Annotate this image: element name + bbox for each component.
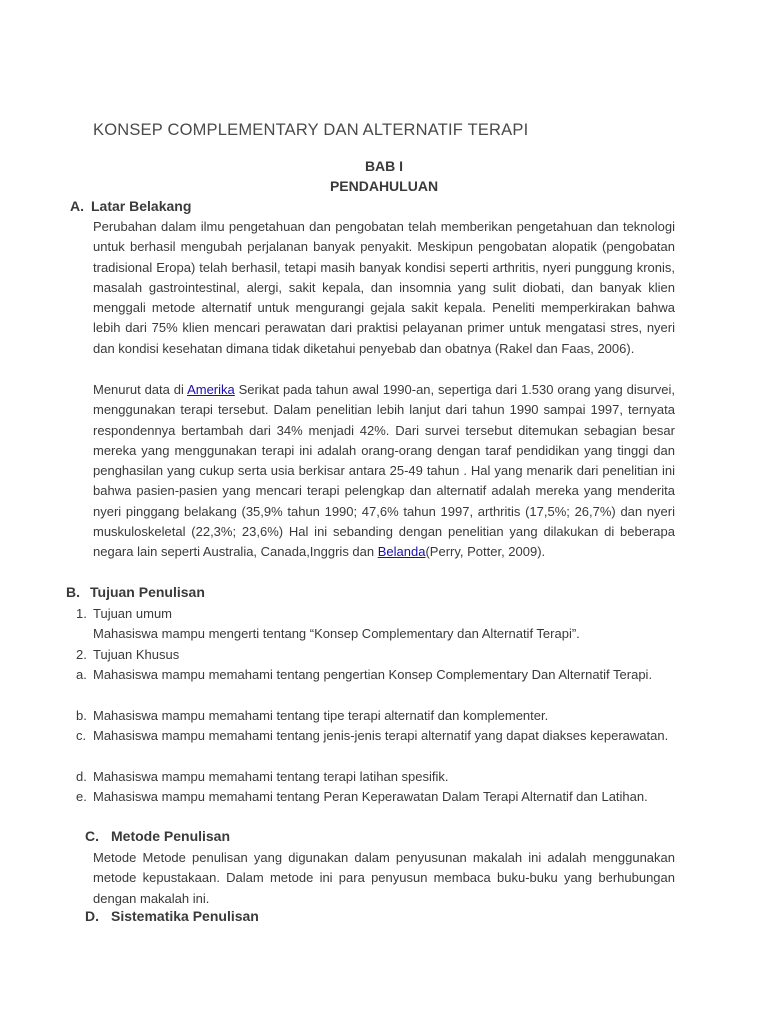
objective-general-number: 1. (76, 606, 87, 621)
amerika-link[interactable]: Amerika (187, 382, 235, 397)
paragraph-2-middle: Serikat pada tahun awal 1990-an, sepertiga dari 1.530 orang yang disurvei, menggunakan terapi tersebut. Dalam penelitian lebih lanjut dari tahun 1990 sampai 1997, ternyata respondennya bertambah dari 34% menjadi 42%. Dari survei tersebut ditemukan sebagian besar mereka yang menggunakan terapi ini adalah orang-orang dengan taraf pendidikan yang tinggi dan penghasilan yang cukup serta usia berkisar antara 25-49 tahun . Hal yang menarik dari penelitian ini bahwa pasien-pasien yang mencari terapi pelengkap dan alternatif adalah mereka yang menderita nyeri pinggang belakang (35,9% tahun 1990; 47,6% tahun 1997, arthritis (17,5%; 26,7%) dan nyeri muskuloskeletal (22,3%; 23,6%) Hal ini sebanding dengan penelitian yang dilakukan di beberapa negara lain seperti Australia, Canada,Inggris dan (93, 382, 676, 560)
list-item-text: Mahasiswa mampu memahami tentang Peran Keperawatan Dalam Terapi Alternatif dan Latihan. (93, 789, 648, 804)
list-item-text: Mahasiswa mampu memahami tentang pengertian Konsep Complementary Dan Alternatif Terapi. (93, 667, 653, 682)
objective-general (76, 604, 675, 624)
objective-specific-label: Tujuan Khusus (93, 647, 180, 662)
background-paragraph-2 (93, 380, 675, 563)
belanda-link[interactable]: Belanda (377, 544, 426, 560)
objective-general-text: Mahasiswa mampu mengerti tentang “Konsep Complementary dan Alternatif Terapi”. (93, 626, 580, 641)
section-c-marker: C. (85, 828, 99, 844)
list-item (76, 706, 675, 726)
background-paragraph-1: Perubahan dalam ilmu pengetahuan dan pengobatan telah memberikan pengetahuan dan teknologi untuk berhasil mengubah perjalanan banyak penyakit. Meskipun pengobatan alopatik (pengobatan tradisional Eropa) telah berhasil, tetapi masih banyak kondisi seperti arthritis, nyeri punggung kronis, masalah gastrointestinal, alergi, sakit kepala, dan insomnia yang sulit diobati, dan banyak klien menggali metode alternatif untuk mengurangi gejala sakit kepala. Peneliti memperkirakan bahwa lebih dari 75% klien mencari perawatan dari praktisi pelayanan primer untuk mengatasi stres, nyeri dan kondisi kesehatan dimana tidak diketahui penyebab dan obatnya (Rakel dan Faas, 2006). (93, 219, 675, 356)
list-item-text: Mahasiswa mampu memahami tentang terapi latihan spesifik. (93, 769, 449, 784)
section-b-title: Tujuan Penulisan (90, 584, 205, 600)
list-item-letter: c. (76, 728, 87, 743)
chapter-name: PENDAHULUAN (329, 178, 439, 194)
objective-specific-number: 2. (76, 647, 87, 662)
document-title: KONSEP COMPLEMENTARY DAN ALTERNATIF TERAPI (93, 121, 529, 139)
objective-specific (76, 645, 675, 665)
section-a-marker: A. (70, 198, 84, 214)
list-item-text: Mahasiswa mampu memahami tentang tipe terapi alternatif dan komplementer. (93, 708, 549, 723)
objective-general-label: Tujuan umum (93, 606, 172, 621)
section-d-marker: D. (85, 908, 99, 924)
section-c-title: Metode Penulisan (111, 828, 231, 844)
section-d-title: Sistematika Penulisan (111, 908, 259, 924)
method-paragraph: Metode Metode penulisan yang digunakan dalam penyusunan makalah ini adalah menggunakan metode kepustakaan. Dalam metode ini para penyusun membaca buku-buku yang berhubungan dengan makalah ini. (93, 850, 675, 906)
list-item (76, 726, 675, 746)
section-d-heading (85, 908, 259, 924)
list-item-letter: a. (76, 667, 87, 682)
section-b-marker: B. (66, 584, 80, 600)
list-item-letter: b. (76, 708, 87, 723)
section-b-heading (66, 584, 205, 600)
list-item (76, 787, 675, 807)
list-item-text: Mahasiswa mampu memahami tentang jenis-jenis terapi alternatif yang dapat diakses keperawatan. (93, 728, 669, 743)
list-item-letter: d. (76, 769, 87, 784)
paragraph-2-start: Menurut data di (93, 382, 188, 397)
list-item-letter: e. (76, 789, 87, 804)
chapter-number: BAB I (364, 158, 404, 174)
list-item (76, 767, 675, 787)
list-item (76, 665, 675, 685)
paragraph-2-end: (Perry, Potter, 2009). (425, 544, 546, 560)
section-a-title: Latar Belakang (91, 198, 192, 214)
section-c-heading (85, 828, 230, 844)
section-a-heading (70, 198, 191, 214)
